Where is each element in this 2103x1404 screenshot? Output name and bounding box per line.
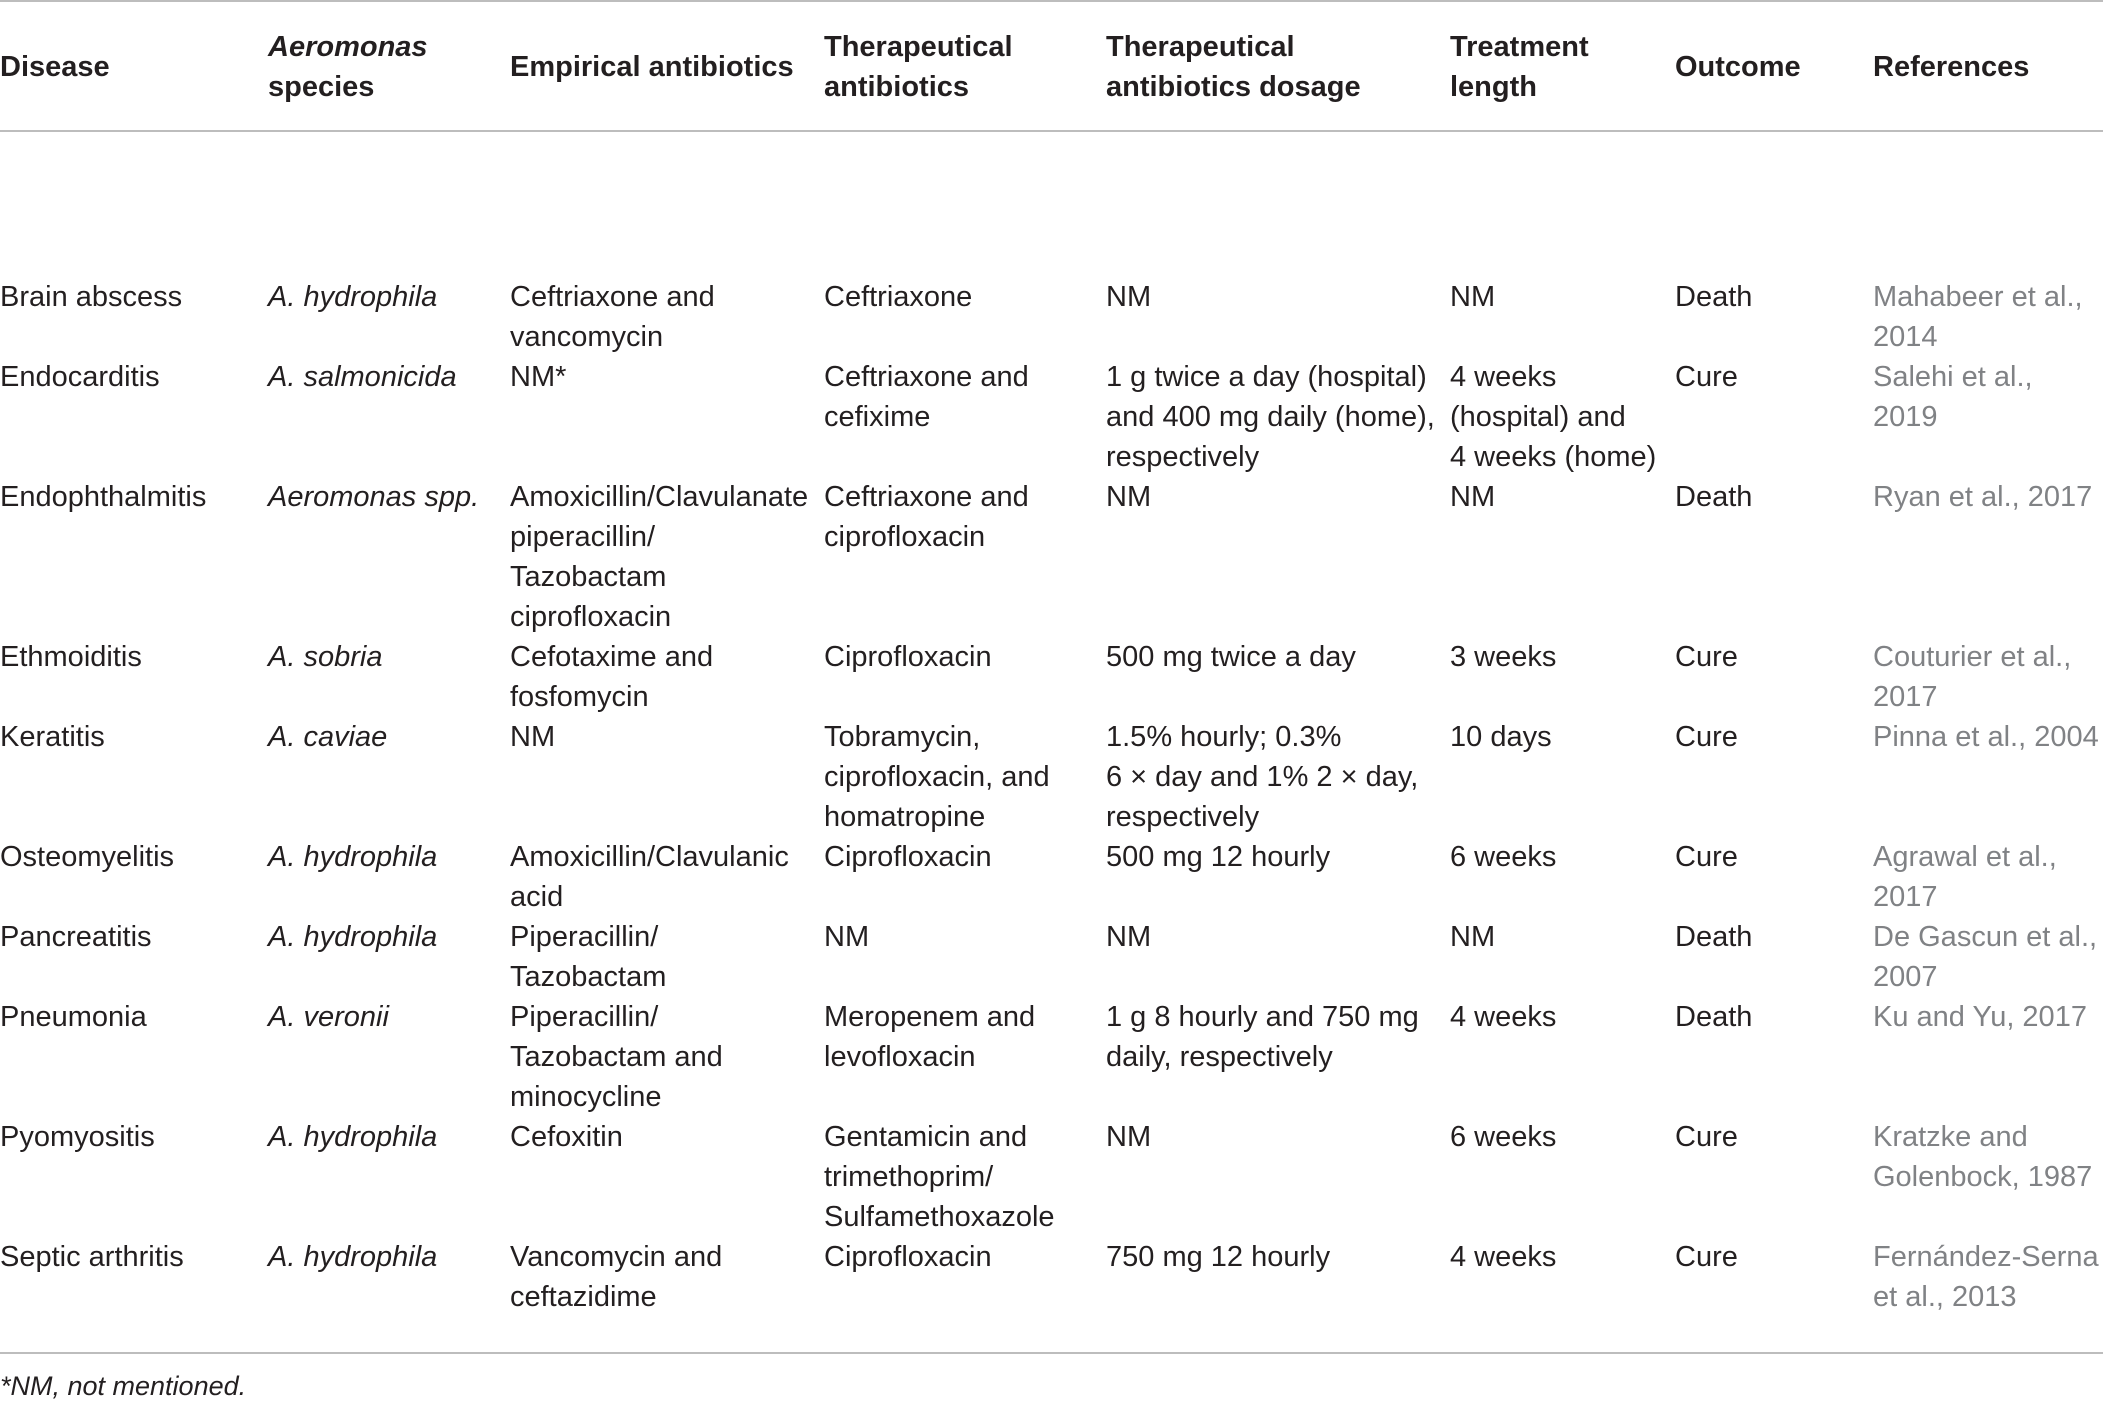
cell-length-line: (hospital) and bbox=[1450, 401, 1626, 433]
cell-empirical bbox=[510, 997, 824, 1117]
cell-therapeutical bbox=[824, 837, 1106, 917]
cell-empirical-line: ciprofloxacin bbox=[510, 601, 672, 633]
cell-dosage-line: 750 mg 12 hourly bbox=[1106, 1241, 1331, 1273]
cell-disease: Septic arthritis bbox=[0, 1241, 184, 1273]
cell-therapeutical bbox=[824, 477, 1106, 637]
cell-species: A. hydrophila bbox=[268, 1121, 438, 1153]
cell-therapeutical-line: levofloxacin bbox=[824, 1041, 976, 1073]
cell-reference-line: Couturier et al., bbox=[1873, 641, 2072, 673]
cell-length bbox=[1450, 917, 1675, 997]
cell-outcome: Death bbox=[1675, 921, 1753, 953]
cell-length-line: 3 weeks bbox=[1450, 641, 1557, 673]
cell-empirical bbox=[510, 917, 824, 997]
cell-reference-line: et al., 2013 bbox=[1873, 1281, 2017, 1313]
header-length: Treatment length bbox=[1450, 31, 1589, 103]
cell-outcome: Cure bbox=[1675, 841, 1738, 873]
cell-outcome: Cure bbox=[1675, 1121, 1738, 1153]
cell-length bbox=[1450, 1237, 1675, 1352]
header-species-suffix: species bbox=[268, 71, 375, 103]
cell-length bbox=[1450, 637, 1675, 717]
table-row bbox=[0, 717, 2103, 837]
cell-reference-line: 2017 bbox=[1873, 881, 1938, 913]
cell-reference bbox=[1873, 477, 2103, 637]
cell-therapeutical-line: Gentamicin and bbox=[824, 1121, 1028, 1153]
cell-length-line: 4 weeks bbox=[1450, 1001, 1557, 1033]
header-therapeutical: Therapeutical antibiotics bbox=[824, 31, 1013, 103]
cell-length bbox=[1450, 997, 1675, 1117]
cell-reference bbox=[1873, 637, 2103, 717]
table-row bbox=[0, 997, 2103, 1117]
cell-reference-line: Golenbock, 1987 bbox=[1873, 1161, 2093, 1193]
cell-therapeutical bbox=[824, 997, 1106, 1117]
cell-reference-line: Pinna et al., 2004 bbox=[1873, 721, 2099, 753]
cell-dosage-line: respectively bbox=[1106, 801, 1260, 833]
cell-empirical-line: piperacillin/ bbox=[510, 521, 656, 553]
cell-length bbox=[1450, 837, 1675, 917]
cell-therapeutical-line: Meropenem and bbox=[824, 1001, 1036, 1033]
cell-empirical bbox=[510, 477, 824, 637]
cell-length bbox=[1450, 477, 1675, 637]
cell-reference bbox=[1873, 357, 2103, 477]
cell-reference-line: Agrawal et al., bbox=[1873, 841, 2057, 873]
cell-outcome: Death bbox=[1675, 1001, 1753, 1033]
cell-dosage-line: NM bbox=[1106, 1121, 1152, 1153]
cell-reference bbox=[1873, 837, 2103, 917]
cell-empirical bbox=[510, 357, 824, 477]
cell-species: Aeromonas spp. bbox=[268, 481, 480, 513]
cell-length-line: NM bbox=[1450, 481, 1496, 513]
cell-species: A. sobria bbox=[268, 641, 383, 673]
cell-dosage-line: NM bbox=[1106, 921, 1152, 953]
cell-reference bbox=[1873, 717, 2103, 837]
cell-therapeutical-line: trimethoprim/ bbox=[824, 1161, 994, 1193]
cell-dosage bbox=[1106, 1237, 1450, 1352]
cell-empirical-line: Cefoxitin bbox=[510, 1121, 623, 1153]
cell-therapeutical bbox=[824, 1237, 1106, 1352]
cell-empirical-line: fosfomycin bbox=[510, 681, 649, 713]
header-dosage: Therapeutical antibiotics dosage bbox=[1106, 31, 1361, 103]
cell-species: A. hydrophila bbox=[268, 921, 438, 953]
cell-species: A. veronii bbox=[268, 1001, 389, 1033]
cell-dosage bbox=[1106, 637, 1450, 717]
cell-reference-line: Salehi et al., 2019 bbox=[1873, 361, 2033, 433]
cell-empirical-line: Vancomycin and bbox=[510, 1241, 723, 1273]
cell-empirical-line: Tazobactam bbox=[510, 961, 667, 993]
cell-outcome: Death bbox=[1675, 281, 1753, 313]
table-row bbox=[0, 357, 2103, 477]
header-empirical: Empirical antibiotics bbox=[510, 51, 794, 83]
cell-outcome: Cure bbox=[1675, 641, 1738, 673]
table-row bbox=[0, 1117, 2103, 1237]
cell-reference bbox=[1873, 917, 2103, 997]
cell-outcome: Death bbox=[1675, 481, 1753, 513]
cell-empirical-line: Cefotaxime and bbox=[510, 641, 714, 673]
cell-length-line: NM bbox=[1450, 921, 1496, 953]
cell-disease: Endophthalmitis bbox=[0, 481, 207, 513]
cell-therapeutical bbox=[824, 917, 1106, 997]
cell-therapeutical-line: Ceftriaxone and bbox=[824, 481, 1029, 513]
table-row bbox=[0, 131, 2103, 357]
cell-dosage bbox=[1106, 357, 1450, 477]
table-body bbox=[0, 131, 2103, 1352]
cell-reference-line: Mahabeer et al., bbox=[1873, 281, 2083, 313]
cell-therapeutical-line: cefixime bbox=[824, 401, 931, 433]
cell-dosage-line: and 400 mg daily (home), bbox=[1106, 401, 1435, 433]
cell-empirical-line: NM bbox=[510, 721, 556, 753]
cell-dosage-line: NM bbox=[1106, 281, 1152, 313]
cell-empirical-line: Piperacillin/ bbox=[510, 1001, 659, 1033]
cell-therapeutical bbox=[824, 717, 1106, 837]
cell-species: A. hydrophila bbox=[268, 281, 438, 313]
cell-reference bbox=[1873, 1237, 2103, 1352]
cell-length-line: 4 weeks (home) bbox=[1450, 441, 1657, 473]
cell-disease: Pancreatitis bbox=[0, 921, 152, 953]
cell-dosage-line: daily, respectively bbox=[1106, 1041, 1333, 1073]
cell-reference-line: Ku and Yu, 2017 bbox=[1873, 1001, 2087, 1033]
cell-dosage-line: respectively bbox=[1106, 441, 1260, 473]
cell-therapeutical-line: ciprofloxacin bbox=[824, 521, 986, 553]
cell-dosage-line: 6 × day and 1% 2 × day, bbox=[1106, 761, 1419, 793]
cell-dosage-line: 1.5% hourly; 0.3% bbox=[1106, 721, 1342, 753]
cell-dosage-line: NM bbox=[1106, 481, 1152, 513]
cell-empirical-line: minocycline bbox=[510, 1081, 662, 1113]
cell-reference-line: 2007 bbox=[1873, 961, 1938, 993]
cell-outcome: Cure bbox=[1675, 721, 1738, 753]
header-references: References bbox=[1873, 51, 2030, 83]
cell-dosage bbox=[1106, 997, 1450, 1117]
cell-reference-line: Ryan et al., 2017 bbox=[1873, 481, 2093, 513]
cell-length-line: 10 days bbox=[1450, 721, 1552, 753]
cell-reference-line: 2017 bbox=[1873, 681, 1938, 713]
cell-reference-line: De Gascun et al., bbox=[1873, 921, 2098, 953]
cell-dosage-line: 1 g twice a day (hospital) bbox=[1106, 361, 1427, 393]
cell-disease: Brain abscess bbox=[0, 281, 183, 313]
cell-species: A. salmonicida bbox=[268, 361, 457, 393]
cell-therapeutical bbox=[824, 637, 1106, 717]
cell-empirical bbox=[510, 1237, 824, 1352]
header-species bbox=[268, 1, 510, 131]
cell-dosage bbox=[1106, 1117, 1450, 1237]
footnote: *NM, not mentioned. bbox=[0, 1371, 247, 1401]
cell-therapeutical-line: Ciprofloxacin bbox=[824, 641, 992, 673]
cell-outcome: Cure bbox=[1675, 361, 1738, 393]
cell-species: A. caviae bbox=[268, 721, 388, 753]
cell-therapeutical bbox=[824, 357, 1106, 477]
cell-dosage-line: 500 mg twice a day bbox=[1106, 641, 1356, 673]
cell-dosage bbox=[1106, 477, 1450, 637]
cell-dosage bbox=[1106, 131, 1450, 357]
cell-reference-line: Kratzke and bbox=[1873, 1121, 2028, 1153]
cell-length-line: 6 weeks bbox=[1450, 841, 1557, 873]
cell-therapeutical-line: homatropine bbox=[824, 801, 986, 833]
cell-reference bbox=[1873, 997, 2103, 1117]
cell-disease: Keratitis bbox=[0, 721, 105, 753]
cell-dosage-line: 500 mg 12 hourly bbox=[1106, 841, 1331, 873]
cell-therapeutical-line: Ceftriaxone and bbox=[824, 361, 1029, 393]
table-row bbox=[0, 477, 2103, 637]
cell-length-line: 4 weeks bbox=[1450, 361, 1557, 393]
cell-disease: Ethmoiditis bbox=[0, 641, 142, 673]
header-species-genus: Aeromonas bbox=[268, 31, 428, 63]
cell-empirical-line: NM* bbox=[510, 361, 567, 393]
cell-empirical-line: ceftazidime bbox=[510, 1281, 657, 1313]
table-row bbox=[0, 837, 2103, 917]
cell-dosage bbox=[1106, 837, 1450, 917]
cell-empirical-line: Amoxicillin/Clavulanic bbox=[510, 841, 789, 873]
cell-therapeutical-line: Ceftriaxone bbox=[824, 281, 973, 313]
cell-disease: Pyomyositis bbox=[0, 1121, 155, 1153]
cell-therapeutical-line: NM bbox=[824, 921, 870, 953]
cell-empirical bbox=[510, 837, 824, 917]
cell-empirical bbox=[510, 717, 824, 837]
cell-empirical bbox=[510, 1117, 824, 1237]
header-outcome: Outcome bbox=[1675, 51, 1801, 83]
cell-therapeutical-line: ciprofloxacin, and bbox=[824, 761, 1050, 793]
cell-length bbox=[1450, 357, 1675, 477]
cell-length-line: 6 weeks bbox=[1450, 1121, 1557, 1153]
cell-dosage-line: 1 g 8 hourly and 750 mg bbox=[1106, 1001, 1419, 1033]
cell-empirical-line: Amoxicillin/Clavulanate bbox=[510, 481, 809, 513]
cell-therapeutical bbox=[824, 1117, 1106, 1237]
header-disease: Disease bbox=[0, 51, 110, 83]
cell-length bbox=[1450, 1117, 1675, 1237]
cell-species: A. hydrophila bbox=[268, 1241, 438, 1273]
cell-therapeutical-line: Ciprofloxacin bbox=[824, 1241, 992, 1273]
cell-empirical-line: Tazobactam and bbox=[510, 1041, 723, 1073]
cell-empirical bbox=[510, 131, 824, 357]
header-row bbox=[0, 1, 2103, 131]
cell-therapeutical-line: Ciprofloxacin bbox=[824, 841, 992, 873]
cell-empirical-line: Ceftriaxone and bbox=[510, 281, 715, 313]
table-row bbox=[0, 637, 2103, 717]
cell-reference-line: Fernández-Serna bbox=[1873, 1241, 2099, 1273]
cell-length-line: 4 weeks bbox=[1450, 1241, 1557, 1273]
cell-reference bbox=[1873, 131, 2103, 357]
cell-disease: Endocarditis bbox=[0, 361, 160, 393]
table-row bbox=[0, 1237, 2103, 1352]
cell-empirical-line: Tazobactam bbox=[510, 561, 667, 593]
cell-dosage bbox=[1106, 917, 1450, 997]
cell-therapeutical bbox=[824, 131, 1106, 357]
cell-therapeutical-line: Sulfamethoxazole bbox=[824, 1201, 1055, 1233]
cell-disease: Pneumonia bbox=[0, 1001, 147, 1033]
cell-therapeutical-line: Tobramycin, bbox=[824, 721, 981, 753]
cell-empirical-line: Piperacillin/ bbox=[510, 921, 659, 953]
cell-species: A. hydrophila bbox=[268, 841, 438, 873]
cell-length bbox=[1450, 717, 1675, 837]
cell-dosage bbox=[1106, 717, 1450, 837]
table-row bbox=[0, 917, 2103, 997]
cell-length bbox=[1450, 131, 1675, 357]
cell-disease: Osteomyelitis bbox=[0, 841, 175, 873]
cell-outcome: Cure bbox=[1675, 1241, 1738, 1273]
cell-empirical-line: acid bbox=[510, 881, 564, 913]
cell-reference-line: 2014 bbox=[1873, 321, 1938, 353]
cell-empirical bbox=[510, 637, 824, 717]
cell-length-line: NM bbox=[1450, 281, 1496, 313]
cell-reference bbox=[1873, 1117, 2103, 1237]
cell-empirical-line: vancomycin bbox=[510, 321, 664, 353]
